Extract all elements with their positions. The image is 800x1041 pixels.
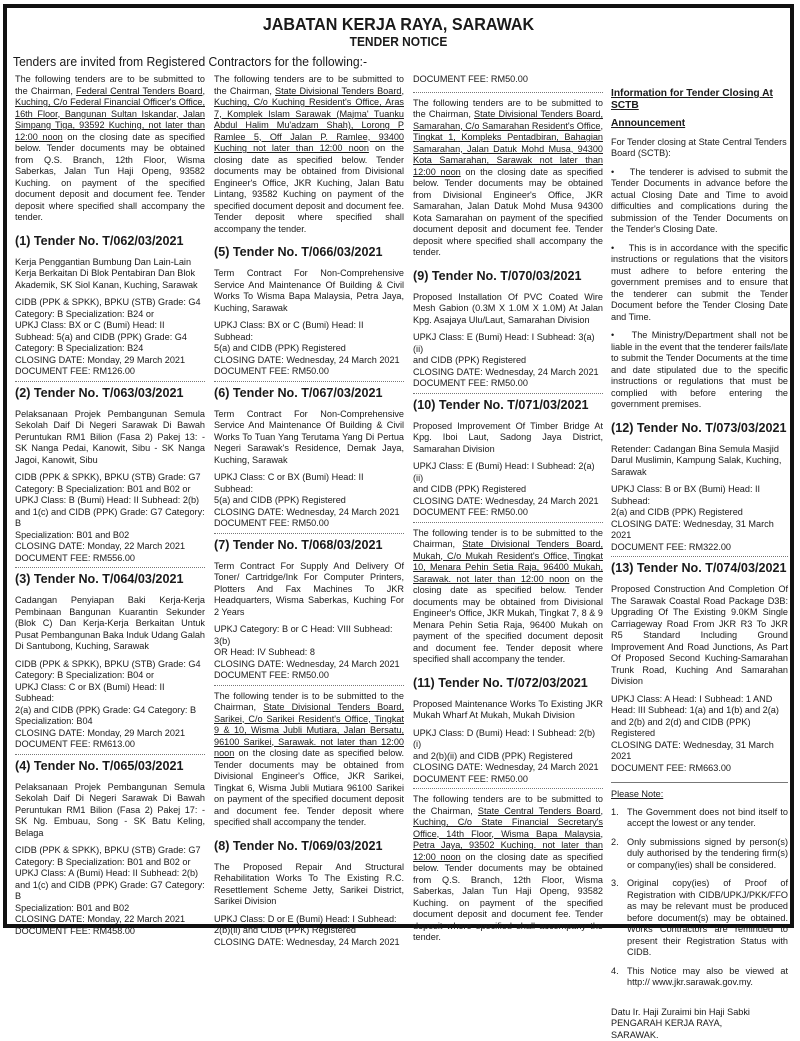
note-item: 3. Original copy(ies) of Proof of Registration with CIDB/UPKJ/PKK/FFO as may be relevant must be produced before document(s) may be obtained. Works Contractors are reminded to present their Registration Status with CIDB. bbox=[611, 878, 788, 959]
tender-requirements: UPKJ Class: D (Bumi) Head: I Subhead: 2(b)(i) and 2(b)(ii) and CIDB (PPK) Registered bbox=[413, 728, 603, 763]
bullet-icon: • bbox=[611, 243, 614, 253]
dotted-divider bbox=[15, 754, 205, 755]
board-address-link: State Divisional Tenders Board, Mukah, C/o Mukah Resident's Office, Tingkat 10, Menara Pehin Setia Raja, 96400 Mukah, Sarawak. not later than 12:00 noon bbox=[413, 539, 603, 584]
tender-closing-date: CLOSING DATE: Wednesday, 24 March 2021 bbox=[413, 762, 603, 774]
tender-requirements: UPKJ Class: BX or C (Bumi) Head: II Subhead: 5(a) and CIDB (PPK) Registered bbox=[214, 320, 404, 355]
website-link[interactable]: This Notice may also be viewed at http:// www.jkr.sarawak.gov.my. bbox=[627, 966, 788, 989]
dotted-divider bbox=[611, 556, 788, 557]
column-1 bbox=[15, 74, 205, 937]
announcement-bullet: • The Ministry/Department shall not be liable in the event that the tenderer fails/late to submit the Tender Documents at the time and date stipulated due to the specific instructions or regulations that must be complied with before entering the government premises. bbox=[611, 330, 788, 411]
tender-requirements: UPKJ Category: B or C Head: VIII Subhead: 3(b) OR Head: IV Subhead: 8 bbox=[214, 624, 404, 659]
dotted-divider bbox=[413, 522, 603, 523]
board-address-link: State Divisional Tenders Board, Sarikei, C/o Sarikei Resident's Office, Tingkat 9 & 10, Wisma Jubli Mutiara, Jalan Bersatu, 96100 Sarikei, Sarawak. not later than 12:00 noon bbox=[214, 702, 404, 758]
tender-description: Proposed Installation Of PVC Coated Wire Mesh Gabion (0.3M X 1.0M X 1.0M) At Jalan Kpg. Asajaya Ulu/Laut, Samarahan Division bbox=[413, 292, 603, 327]
tender-item bbox=[413, 398, 603, 519]
tender-document-fee: DOCUMENT FEE: RM322.00 bbox=[611, 542, 788, 554]
tender-item bbox=[611, 561, 788, 774]
tender-closing-date: CLOSING DATE: Wednesday, 24 March 2021 bbox=[413, 367, 603, 379]
dotted-divider bbox=[413, 92, 603, 93]
tender-requirements: CIDB (PPK & SPKK), BPKU (STB) Grade: G4 Category: B Specialization: B04 or UPKJ Class: C or BX (Bumi) Head: II Subhead: 2(a) and CIDB (PPK) Grade: G4 Category: B Specialization: B04 bbox=[15, 659, 205, 728]
department-title: JABATAN KERJA RAYA, SARAWAK bbox=[38, 14, 758, 35]
tender-requirements: CIDB (PPK & SPKK), BPKU (STB) Grade: G7 Category: B Specialization: B01 and B02 or UPKJ Class: B (Bumi) Head: II Subhead: 2(b) and 1(c) and CIDB (PPK) Grade: G7 Category: B Specialization: B01 and B02 bbox=[15, 472, 205, 541]
signatory-place: SARAWAK. bbox=[611, 1030, 788, 1041]
notice-subtitle: TENDER NOTICE bbox=[38, 34, 758, 49]
dotted-divider bbox=[15, 567, 205, 568]
tender-closing-date: CLOSING DATE: Wednesday, 24 March 2021 bbox=[214, 659, 404, 671]
tender-requirements: CIDB (PPK & SPKK), BPKU (STB) Grade: G4 Category: B Specialization: B24 or UPKJ Class: BX or C (Bumi) Head: II Subhead: 5(a) and CIDB (PPK) Grade: G4 Category: B Specialization: B24 bbox=[15, 297, 205, 355]
signatory-name: Datu Ir. Haji Zuraimi bin Haji Sabki bbox=[611, 1007, 788, 1019]
invitation-line: Tenders are invited from Registered Contractors for the following:- bbox=[13, 54, 367, 69]
tender-item bbox=[15, 386, 205, 565]
tender-document-fee: DOCUMENT FEE: RM126.00 bbox=[15, 366, 205, 378]
tender-closing-date: CLOSING DATE: Wednesday, 24 March 2021 bbox=[413, 496, 603, 508]
tender-description: Cadangan Penyiapan Baki Kerja-Kerja Pembinaan Bangunan Kuarantin Sekunder (Blok C) Dan Kerja-Kerja Berkaitan Untuk Pusat Pembangunan Baka Induk Udang Galah Di Santubong, Kuching, Sarawak bbox=[15, 595, 205, 653]
carried-document-fee: DOCUMENT FEE: RM50.00 bbox=[413, 74, 603, 86]
tender-document-fee: DOCUMENT FEE: RM50.00 bbox=[214, 670, 404, 682]
tender-document-fee: DOCUMENT FEE: RM613.00 bbox=[15, 739, 205, 751]
submission-intro-sctb: The following tenders are to be submitted to the Chairman, State Central Tenders Board, Kuching, C/o State Financial Secretary's Office, 14th Floor, Wisma Bapa Malaysia, Petra Jaya, 93502 Kuching. not later than 12:00 noon on the closing date as specified below. Tender documents may be obtained from Q.S. Branch, 12th Floor, Wisma Saberkas, Jalan Tun Haji Openg, 93582 Kuching. on payment of the specified document deposit and document fee. Tender deposit where specified shall accompany the tender. bbox=[413, 794, 603, 944]
tender-document-fee: DOCUMENT FEE: RM663.00 bbox=[611, 763, 788, 775]
dotted-divider bbox=[413, 393, 603, 394]
bullet-icon: • bbox=[611, 167, 614, 177]
bullet-icon: • bbox=[611, 330, 614, 340]
board-address-link: State Divisional Tenders Board, Samarahan, C/o Samarahan Resident's Office, Tingkat 1, Kompleks Pentadbiran, Bahagian Samarahan, Jalan Datuk Mohd Musa, 94300 Kota Samarahan, Sarawak not later than 12:00 noon bbox=[413, 109, 603, 177]
tender-document-fee: DOCUMENT FEE: RM50.00 bbox=[413, 774, 603, 786]
tender-heading: (3) Tender No. T/064/03/2021 bbox=[15, 572, 205, 586]
tender-description: Proposed Improvement Of Timber Bridge At Kpg. Iboi Laut, Sadong Jaya District, Samarahan Division bbox=[413, 421, 603, 456]
dotted-divider bbox=[214, 533, 404, 534]
tender-item bbox=[15, 572, 205, 751]
announcement-bullet: • This is in accordance with the specific instructions or regulations that the visitors must adhere to before entering the government premises and to ensure that the tenderer can submit the Tender Document before the Tender Closing Date and Time. bbox=[611, 243, 788, 324]
tender-item bbox=[214, 245, 404, 378]
tender-description: Proposed Maintenance Works To Existing JKR Mukah Wharf At Mukah, Mukah Division bbox=[413, 699, 603, 722]
signatory-title: PENGARAH KERJA RAYA, bbox=[611, 1018, 788, 1030]
tender-document-fee: DOCUMENT FEE: RM458.00 bbox=[15, 926, 205, 938]
tender-closing-date: CLOSING DATE: Wednesday, 31 March 2021 bbox=[611, 519, 788, 542]
tender-description: Pelaksanaan Projek Pembangunan Semula Sekolah Daif Di Negeri Sarawak Di Bawah Peruntukan RM1 Bilion (Fasa 2) Pakej 13: - SK Nanga Pedai, Kanowit, Sibu - SK Nanga Jagoi, Kanowit, Sibu bbox=[15, 409, 205, 467]
tender-heading: (11) Tender No. T/072/03/2021 bbox=[413, 676, 603, 690]
tender-description: The Proposed Repair And Structural Rehabilitation Works To The Existing R.C. Resettlement Scheme Jetty, Sarikei District, Sarikei Division bbox=[214, 862, 404, 908]
column-4 bbox=[611, 74, 788, 1041]
tender-heading: (13) Tender No. T/074/03/2021 bbox=[611, 561, 788, 575]
tender-closing-date: CLOSING DATE: Monday, 22 March 2021 bbox=[15, 914, 205, 926]
tender-requirements: UPKJ Class: E (Bumi) Head: I Subhead: 3(a)(ii) and CIDB (PPK) Registered bbox=[413, 332, 603, 367]
tender-heading: (12) Tender No. T/073/03/2021 bbox=[611, 421, 788, 435]
tender-description: Retender: Cadangan Bina Semula Masjid Darul Muslimin, Kampung Salak, Kuching, Sarawak bbox=[611, 444, 788, 479]
dotted-divider bbox=[413, 788, 603, 789]
tender-closing-date: CLOSING DATE: Wednesday, 24 March 2021 bbox=[214, 355, 404, 367]
tender-heading: (9) Tender No. T/070/03/2021 bbox=[413, 269, 603, 283]
tender-requirements: UPKJ Class: B or BX (Bumi) Head: II Subhead: 2(a) and CIDB (PPK) Registered bbox=[611, 484, 788, 519]
tender-heading: (10) Tender No. T/071/03/2021 bbox=[413, 398, 603, 412]
tender-item bbox=[15, 234, 205, 378]
announcement-lead: For Tender closing at State Central Tenders Board (SCTB): bbox=[611, 137, 788, 160]
column-2 bbox=[214, 74, 404, 948]
submission-intro-fctb: The following tenders are to be submitted to the Chairman, Federal Central Tenders Board, Kuching, C/o Federal Financial Officer's Office, 16th Floor, Bangunan Sultan Iskandar, Jalan Simpang Tiga, 93592 Kuching, not later than 12:00 noon on the closing date as specified below. Tender documents may be obtained from Q.S. Branch, 12th Floor, Wisma Saberkas, Jalan Tun Haji Openg, 93582 Kuching. on payment of the specified document deposit and document fee. Tender deposit where specified shall accompany the tender. bbox=[15, 74, 205, 224]
tender-notice-frame bbox=[3, 4, 794, 928]
tender-closing-date: CLOSING DATE: Wednesday, 24 March 2021 bbox=[214, 937, 404, 949]
column-3 bbox=[413, 74, 603, 944]
please-note-heading: Please Note: bbox=[611, 789, 788, 801]
tender-document-fee: DOCUMENT FEE: RM556.00 bbox=[15, 553, 205, 565]
note-item: 2. Only submissions signed by person(s) duly authorised by the tendering firm(s) or company(ies) shall be considered. bbox=[611, 837, 788, 872]
tender-closing-date: CLOSING DATE: Monday, 22 March 2021 bbox=[15, 541, 205, 553]
tender-heading: (5) Tender No. T/066/03/2021 bbox=[214, 245, 404, 259]
dotted-divider bbox=[214, 685, 404, 686]
info-heading: Information for Tender Closing At SCTB bbox=[611, 88, 788, 111]
tender-description: Proposed Construction And Completion Of The Sarawak Coastal Road Package D3B: Upgrading Of The Existing 9.0KM Single Carriageway Road From JKR R3 To JKR R5 Standard Including Ground Improvement And Road Junctions, As Part Of Proposed Second Kuching-Samarahan Trunk Road, Kuching And Samarahan Division bbox=[611, 584, 788, 688]
tender-document-fee: DOCUMENT FEE: RM50.00 bbox=[413, 507, 603, 519]
dotted-divider bbox=[214, 381, 404, 382]
tender-document-fee: DOCUMENT FEE: RM50.00 bbox=[413, 378, 603, 390]
tender-description: Term Contract For Non-Comprehensive Service And Maintenance Of Building & Civil Works To Tuan Yang Terutama Yang Di Pertua Negeri Sarawak's Residence, Demak Jaya, Kuching, Sarawak bbox=[214, 409, 404, 467]
solid-divider bbox=[611, 782, 788, 783]
tender-closing-date: CLOSING DATE: Monday, 29 March 2021 bbox=[15, 355, 205, 367]
note-item: 1. The Government does not bind itself to accept the lowest or any tender. bbox=[611, 807, 788, 830]
tender-description: Kerja Penggantian Bumbung Dan Lain-Lain Kerja Berkaitan Di Blok Pentabiran Dan Blok Akademik, SK Siol Kanan, Kuching, Sarawak bbox=[15, 257, 205, 292]
tender-heading: (7) Tender No. T/068/03/2021 bbox=[214, 538, 404, 552]
board-address-link: State Divisional Tenders Board, Kuching, C/o Kuching Resident's Office, Aras 7, Komplek Islam Sarawak (Majma' Tuanku Abdul Halim Mu'adzam Shah), Lorong P Ramlee 5, Off Jalan P. Ramlee, 93400 Kuching not later than 12:00 noon bbox=[214, 86, 404, 154]
tender-item bbox=[413, 676, 603, 786]
signature-block bbox=[611, 1007, 788, 1041]
tender-heading: (1) Tender No. T/062/03/2021 bbox=[15, 234, 205, 248]
tender-item bbox=[214, 386, 404, 530]
tender-heading: (2) Tender No. T/063/03/2021 bbox=[15, 386, 205, 400]
tender-heading: (4) Tender No. T/065/03/2021 bbox=[15, 759, 205, 773]
tender-document-fee: DOCUMENT FEE: RM50.00 bbox=[214, 366, 404, 378]
note-item: 4. This Notice may also be viewed at http:// www.jkr.sarawak.gov.my. bbox=[611, 966, 788, 989]
submission-intro-mukah: The following tender is to be submitted to the Chairman, State Divisional Tenders Board, Mukah, C/o Mukah Resident's Office, Tingkat 10, Menara Pehin Setia Raja, 96400 Mukah, Sarawak. not later than 12:00 noon on the closing date as specified below. Tender documents may be obtained from Divisional Engineer's Office, JKR Mukah, Tingkat 7, 8 & 9 Menara Pehin Setia Raja, 96400 Mukah on payment of the specified document deposit and document fee. Tender deposit where specified shall accompany the tender. bbox=[413, 528, 603, 666]
tender-requirements: UPKJ Class: C or BX (Bumi) Head: II Subhead: 5(a) and CIDB (PPK) Registered bbox=[214, 472, 404, 507]
tender-item bbox=[15, 759, 205, 938]
submission-intro-sarikei: The following tender is to be submitted to the Chairman, State Divisional Tenders Board, Sarikei, C/o Sarikei Resident's Office, Tingkat 9 & 10, Wisma Jubli Mutiara, Jalan Bersatu, 96100 Sarikei, Sarawak. not later than 12:00 noon on the closing date as specified below. Tender documents may be obtained from Divisional Engineer's Office, JKR Sarikei, Tingkat 6, Wisma Jubli Mutiara 96100 Sarikei on payment of the specified document deposit and document fee. Tender deposit where specified shall accompany the tender. bbox=[214, 691, 404, 829]
tender-document-fee: DOCUMENT FEE: RM50.00 bbox=[214, 518, 404, 530]
tender-item bbox=[214, 538, 404, 682]
tender-requirements: UPKJ Class: E (Bumi) Head: I Subhead: 2(a)(ii) and CIDB (PPK) Registered bbox=[413, 461, 603, 496]
tender-closing-date: CLOSING DATE: Wednesday, 24 March 2021 bbox=[214, 507, 404, 519]
tender-description: Term Contract For Non-Comprehensive Service And Maintenance Of Building & Civil Works To Wisma Bapa Malaysia, Petra Jaya, Kuching, Sarawak bbox=[214, 268, 404, 314]
announcement-bullet: • The tenderer is advised to submit the Tender Documents in advance before the actual Closing Date and Time to avoid difficulties and complications during the submission of the Tender Documents on the Tender's Closing Date. bbox=[611, 167, 788, 236]
submission-intro-kuching: The following tenders are to be submitted to the Chairman, State Divisional Tenders Board, Kuching, C/o Kuching Resident's Office, Aras 7, Komplek Islam Sarawak (Majma' Tuanku Abdul Halim Mu'adzam Shah), Lorong P Ramlee 5, Off Jalan P. Ramlee, 93400 Kuching not later than 12:00 noon on the closing date as specified below. Tender documents may be obtained from Divisional Engineer's Office, JKR Kuching, Jalan Batu Lintang, 93582 Kuching on payment of the specified document deposit and document fee. Tender deposit where specified shall accompany the tender. bbox=[214, 74, 404, 235]
dotted-divider bbox=[15, 381, 205, 382]
board-address-link: Federal Central Tenders Board, Kuching, C/o Federal Financial Officer's Office, 16th Floor, Bangunan Sultan Iskandar, Jalan Simpang Tiga, 93592 Kuching, not later than 12:00 noon bbox=[15, 86, 205, 142]
notes-list bbox=[611, 807, 788, 989]
tender-requirements: UPKJ Class: A Head: I Subhead: 1 AND Head: III Subhead: 1(a) and 1(b) and 2(a) and 2(b) and 2(d) and CIDB (PPK) Registered bbox=[611, 694, 788, 740]
tender-closing-date: CLOSING DATE: Wednesday, 31 March 2021 bbox=[611, 740, 788, 763]
announcement-heading: Announcement bbox=[611, 118, 788, 130]
tender-heading: (8) Tender No. T/069/03/2021 bbox=[214, 839, 404, 853]
tender-item bbox=[413, 269, 603, 390]
tender-closing-date: CLOSING DATE: Monday, 29 March 2021 bbox=[15, 728, 205, 740]
board-address-link: State Central Tenders Board, Kuching, C/o State Financial Secretary's Office, 14th Floor, Wisma Bapa Malaysia, Petra Jaya, 93502 Kuching. not later than 12:00 noon bbox=[413, 806, 603, 862]
tender-requirements: UPKJ Class: D or E (Bumi) Head: I Subhead: 2(b)(ii) and CIDB (PPK) Registered bbox=[214, 914, 404, 937]
submission-intro-samarahan: The following tenders are to be submitted to the Chairman, State Divisional Tenders Board, Samarahan, C/o Samarahan Resident's Office, Tingkat 1, Kompleks Pentadbiran, Bahagian Samarahan, Jalan Datuk Mohd Musa, 94300 Kota Samarahan, Sarawak not later than 12:00 noon on the closing date as specified below. Tender documents may be obtained from Divisional Engineer's Office, JKR Samarahan, Jalan Datuk Mohd Musa 94300 Kota Samarahan on payment of the specified document deposit and document fee. Tender deposit where specified shall accompany the tender. bbox=[413, 98, 603, 259]
tender-requirements: CIDB (PPK & SPKK), BPKU (STB) Grade: G7 Category: B Specialization: B01 and B02 or UPKJ Class: A (Bumi) Head: II Subhead: 2(b) and 1(c) and CIDB (PPK) Grade: G7 Category: B Specialization: B01 and B02 bbox=[15, 845, 205, 914]
tender-item bbox=[214, 839, 404, 949]
tender-description: Pelaksanaan Projek Pembangunan Semula Sekolah Daif Di Negeri Sarawak Di Bawah Peruntukan RM1 Bilion (Fasa 2) Pakej 17: - SK Ng. Embuau, Song - SK Batu Keling, Belaga bbox=[15, 782, 205, 840]
tender-description: Term Contract For Supply And Delivery Of Toner/ Cartridge/Ink For Computer Printers, Plotters And Fax Machines To JKR Headquarters, Wisma Saberkas, Kuching For 2 Years bbox=[214, 561, 404, 619]
tender-heading: (6) Tender No. T/067/03/2021 bbox=[214, 386, 404, 400]
tender-item bbox=[611, 421, 788, 554]
